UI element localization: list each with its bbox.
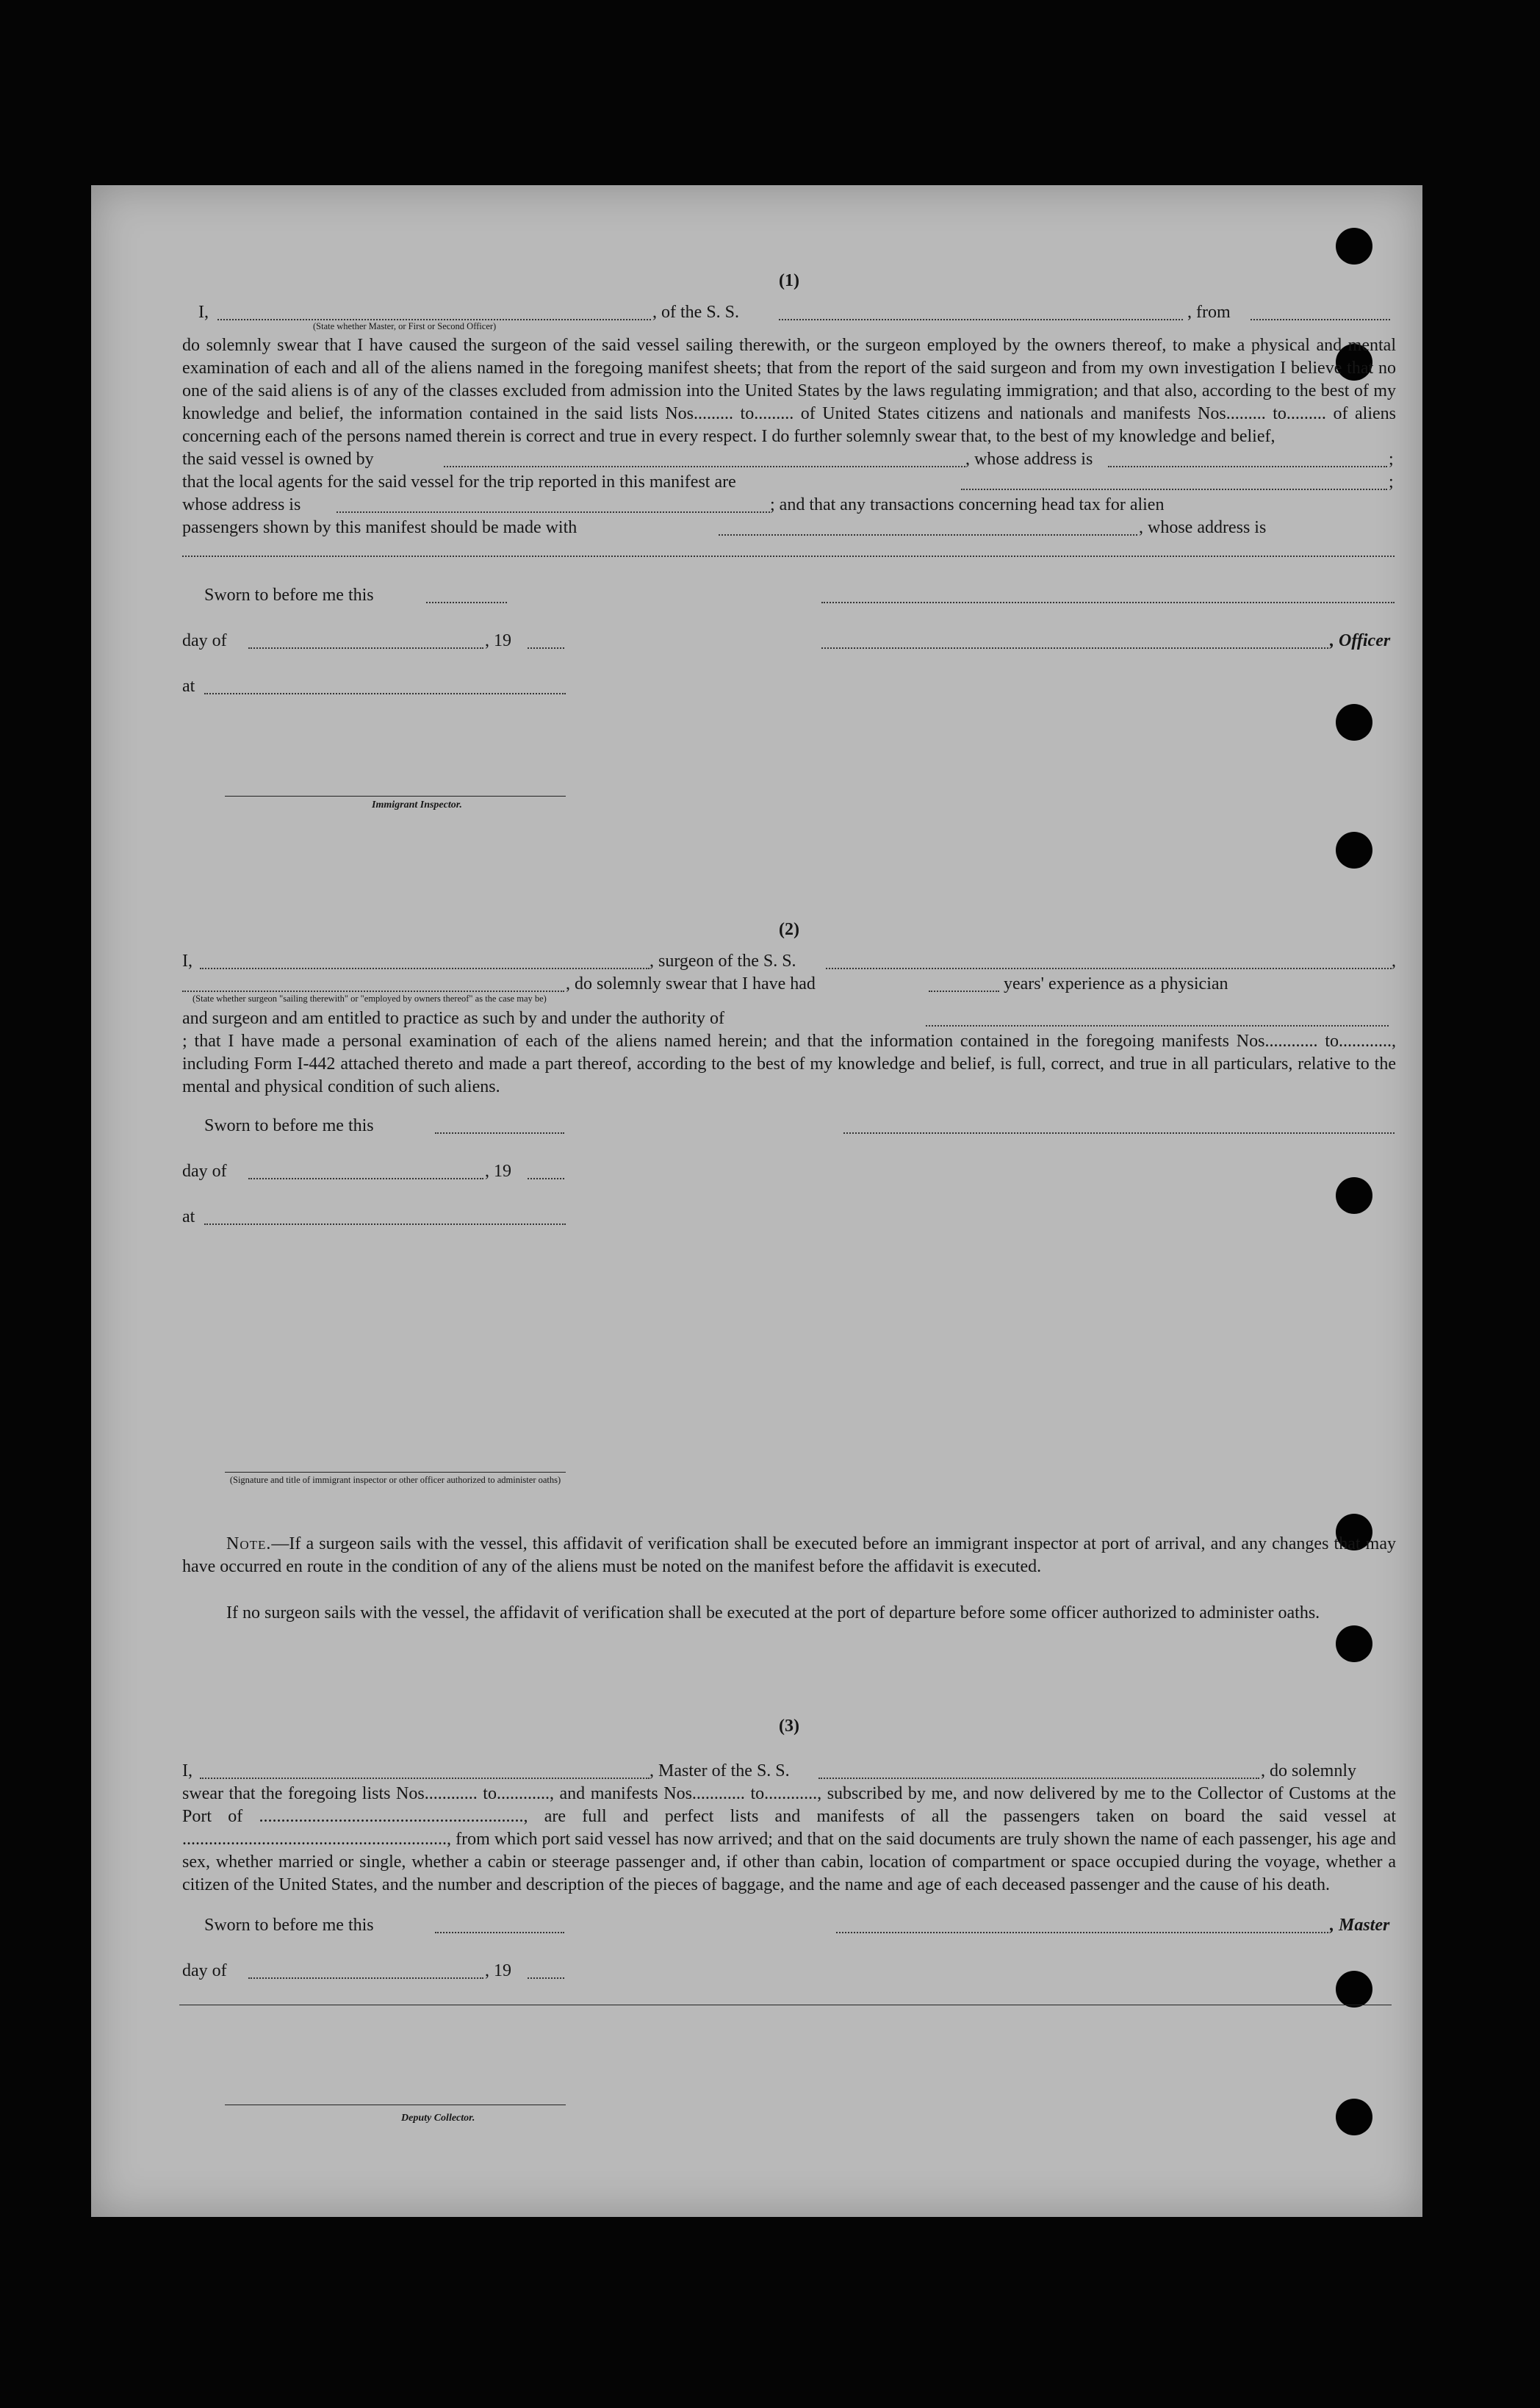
master-vessel-field[interactable] [818,1764,1259,1779]
punch-hole [1336,228,1372,265]
punch-hole [1336,2099,1372,2135]
officer-signature-field[interactable] [821,634,1328,649]
affidavit-section-3 [182,1715,1396,2124]
label-day-of: day of [182,1961,227,1980]
label-i: I, [198,303,209,322]
note-text: —If a surgeon sails with the vessel, this affidavit of verification shall be executed before an immigrant inspector at port of arrival, and any changes that may have occurred en route in the condition of any of the aliens must be noted on the manifest before the affidavit is executed. [182,1534,1396,1576]
address-continuation-field[interactable] [182,542,1395,557]
label-local-agents: that the local agents for the said vessel for the trip reported in this manifest are [182,472,736,492]
label-transactions: ; and that any transactions concerning head tax for alien [770,495,1165,514]
agent-address-field[interactable] [337,498,770,513]
master-signature-field[interactable] [836,1919,1328,1933]
label-of-ss: , of the S. S. [652,303,740,322]
section-number: (2) [779,920,799,939]
label-years-experience: years' experience as a physician [1004,974,1228,993]
label-day-of: day of [182,631,227,650]
label-sworn: Sworn to before me this [204,1116,374,1135]
from-port-field[interactable] [1251,306,1390,320]
year-field[interactable] [528,1964,564,1979]
years-field[interactable] [929,977,999,992]
officer-signature-line-top[interactable] [821,589,1395,603]
label-owned-by: the said vessel is owned by [182,450,374,469]
punch-hole [1336,832,1372,869]
deputy-collector-caption: Deputy Collector. [401,2113,475,2124]
label-at: at [182,1207,195,1226]
label-whose-address: , whose address is [965,450,1093,469]
immigrant-inspector-caption: Immigrant Inspector. [372,799,462,811]
surgeon-name-field[interactable] [200,955,650,969]
note-paragraph [182,1533,1396,1578]
section2-paragraph: ; that I have made a personal examination of each of the aliens named herein; and that the information contained in the foregoing manifests Nos............ to............, including Form I-442 attached thereto and made a part thereof, according to the best of my knowledge and belief, is full, correct, and true in all particulars, relative to the mental and physical condition of such aliens. [182,1032,1396,1096]
local-agents-field[interactable] [961,475,1387,490]
master-name-field[interactable] [200,1764,650,1779]
label-do-solemnly: , do solemnly swear that I have had [566,974,816,993]
label-i: I, [182,952,192,971]
label-year: , 19 [485,1961,511,1980]
head-tax-party-field[interactable] [719,521,1137,536]
month-field[interactable] [248,1165,483,1179]
document-page [91,185,1422,2217]
label-and-surgeon: and surgeon and am entitled to practice as such by and under the authority of [182,1009,724,1028]
label-master-of-ss: , Master of the S. S. [650,1761,790,1780]
label-from: , from [1187,303,1231,322]
section-number: (1) [779,271,799,290]
label-year: , 19 [485,631,511,650]
label-do-solemnly: , do solemnly [1261,1761,1356,1780]
label-at: at [182,677,195,696]
label-i: I, [182,1761,192,1780]
authority-field[interactable] [926,1012,1389,1027]
punch-hole [1336,1625,1372,1662]
label-whose-address-2: whose address is [182,495,301,514]
label-surgeon-of-ss: , surgeon of the S. S. [650,952,796,971]
year-field[interactable] [528,1165,564,1179]
month-field[interactable] [248,1964,483,1979]
label-sworn: Sworn to before me this [204,586,374,605]
owner-field[interactable] [444,453,965,467]
surgeon-caption: (State whether surgeon "sailing therewith" or "employed by owners thereof" as the case may be) [192,993,547,1004]
label-year: , 19 [485,1162,511,1181]
affidavit-section-2: (2) I, , surgeon of the S. S. , , do solemnly swear that I have had years' experience as a physician (State whether surgeon "sailing therewith" or "employed by owners thereof" as the case may be) and surgeon and am entitled to practice as such by and under the authority of ; that I have made a personal examination of each of the aliens named herein; and that the information contained in the foregoing manifests Nos............ to............, including Form I-442 attached thereto and made a part thereof, according to the best of my knowledge and belief, is full, correct, and true in all particulars, relative to the mental and physical condition of such aliens. Sworn to before me this day of , 19 at (Signature and title of immigrant inspector or other officer authorized to administer oaths) Note.—If a surgeon sails with the vessel, this affidavit of verification shall be executed before an immigrant inspector at port of arrival, and any changes that may have occurred en route in the condition of any of the aliens must be noted on the manifest before the affidavit is executed. If no surgeon sails with the vessel, the affidavit of verification shall be executed at the port of departure before some officer authorized to administer oaths. [182,919,1396,1229]
authorized-officer-caption: (Signature and title of immigrant inspector or other officer authorized to administer oaths) [229,1475,561,1485]
sworn-date-field[interactable] [435,1119,564,1134]
master-label: , Master [1330,1916,1390,1935]
label-whose-address-3: , whose address is [1139,518,1267,537]
owner-address-field[interactable] [1108,453,1387,467]
label-passengers-shown: passengers shown by this manifest should be made with [182,518,578,537]
section3-paragraph: swear that the foregoing lists Nos............ to............, and manifests Nos............ to............, subscribed by me, and now delivered by me to the Collector of Customs at the Port of ............................................................, are full and perfect lists and manifests of all the passengers taken on board the said vessel at ............................................................, from which port said vessel has now arrived; and that on the said documents are truly shown the name of each passenger, his age and sex, whether married or single, whether a cabin or steerage passenger and, if other than cabin, location of compartment or space occupied during the voyage, whether a citizen of the United States, and the number and description of the pieces of baggage, and the name and age of each deceased passenger and the cause of his death. [182,1784,1396,1894]
surgeon-signature-field[interactable] [843,1119,1395,1134]
surgeon-vessel-field[interactable] [826,955,1392,969]
officer-caption: (State whether Master, or First or Second Officer) [313,321,497,331]
section1-paragraph: do solemnly swear that I have caused the surgeon of the said vessel sailing therewith, or the surgeon employed by the owners thereof, to make a physical and mental examination of each and all of the aliens named in the foregoing manifest sheets; that from the report of the said surgeon and from my own investigation I believe that no one of the said aliens is of any of the classes excluded from admission into the United States by the laws regulating immigration; and that also, according to the best of my knowledge and belief, the information contained in the said lists Nos......... to......... of United States citizens and nationals and manifests Nos......... to......... of aliens concerning each of the persons named therein is correct and true in every respect. I do further solemnly swear that, to the best of my knowledge and belief, [182,336,1396,446]
punch-hole [1336,704,1372,741]
note-label: Note. [226,1534,272,1553]
note-paragraph-2: If no surgeon sails with the vessel, the affidavit of verification shall be executed at the port of departure before some officer authorized to administer oaths. [226,1603,1320,1622]
label-day-of: day of [182,1162,227,1181]
surgeon-status-field[interactable] [182,977,564,992]
year-field[interactable] [528,634,564,649]
place-field[interactable] [204,680,566,694]
vessel-name-field[interactable] [779,306,1183,320]
affidavit-section-1: (1) I, , of the S. S. , from (State whether Master, or First or Second Officer) do solemnly swear that I have caused the surgeon of the said vessel sailing therewith, or the surgeon employed by the owners thereof, to make a physical and mental examination of each and all of the aliens named in the foregoing manifest sheets; that from the report of the said surgeon and from my own investigation I believe that no one of the said aliens is of any of the classes excluded from admission into the United States by the laws regulating immigration; and that also, according to the best of my knowledge and belief, the information contained in the said lists Nos......... to......... of United States citizens and nationals and manifests Nos......... to......... of aliens concerning each of the persons named therein is correct and true in every respect. I do further solemnly swear that, to the best of my knowledge and belief, the said vessel is owned by , whose address is ; that the local agents for the said vessel for the trip reported in this manifest are ; whose address is ; and that any transactions concerning head tax for alien passengers shown by this manifest should be made with , whose address is Sworn to before me this day of , 19 , Officer at Immigrant Inspector. [182,271,1396,811]
label-sworn: Sworn to before me this [204,1916,374,1935]
section-number: (3) [779,1717,799,1736]
sworn-date-field[interactable] [435,1919,564,1933]
officer-name-field[interactable] [217,306,651,320]
month-field[interactable] [248,634,483,649]
officer-label: , Officer [1330,631,1391,650]
place-field[interactable] [204,1210,566,1225]
sworn-date-field[interactable] [426,589,507,603]
